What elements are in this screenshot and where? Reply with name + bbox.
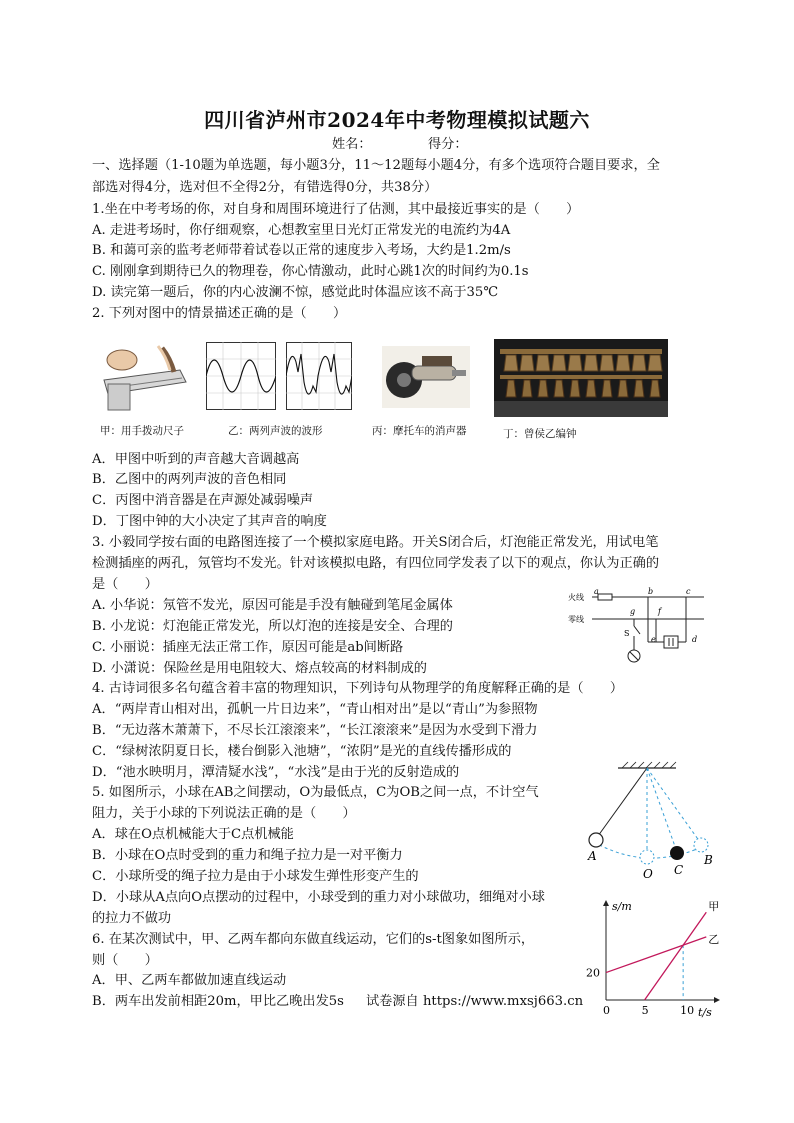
bell-shape [618,380,628,397]
bell-shape [520,355,534,371]
circuit-label-e: e [651,635,656,644]
figure-bells [494,339,668,417]
chart-ylabel: s/m [612,900,632,913]
circuit-label-b: b [648,587,654,596]
circuit-diagram [568,586,708,682]
bell-shape [632,355,646,371]
bell-shape [584,355,598,371]
chart-xlabel: t/s [698,1006,712,1019]
q2-option-c: C．丙图中消音器是在声源处减弱噪声 [92,493,314,508]
circuit-neutral-label: 零线 [568,615,584,624]
st-chart [582,898,722,1020]
chart-x-tick-label: 10 [680,1004,695,1017]
q2-option-d: D．丁图中钟的大小决定了其声音的响度 [92,514,327,529]
q4-option-d: D．“池水映明月，潭清疑水浅”，“水浅”是由于光的反射造成的 [92,765,460,780]
chart-series-line [606,937,706,973]
bell-shape [538,380,548,397]
page-title: 四川省泸州市2024年中考物理模拟试题六 [204,108,590,132]
q4-option-a: A．“两岸青山相对出，孤帆一片日边来”，“青山相对出”是以“青山”为参照物 [92,702,538,717]
q3-option-a: A. 小华说：氖管不发光，原因可能是手没有触碰到笔尾金属体 [92,598,453,613]
q1-option-a: A. 走进考场时，你仔细观察，心想教室里日光灯正常发光的电流约为4A [92,223,511,238]
figure-wave-b [286,342,352,410]
q6-watermark: 试卷源自 https://www.mxsj663.cn [366,994,584,1009]
q5-option-d-line1: D．小球从A点向O点摆动的过程中，小球受到的重力对小球做功，细绳对小球 [92,890,545,905]
q2-option-a: A．甲图中听到的声音越大音调越高 [92,452,300,467]
q6-stem-line1: 6. 在某次测试中，甲、乙两车都向东做直线运动，它们的s-t图象如图所示， [92,932,535,947]
caption-ding: 丁：曾侯乙编钟 [503,428,577,440]
bell-shape [586,380,596,397]
q6-option-b: B．两车出发前相距20m，甲比乙晚出发5s [92,994,344,1009]
pendulum-label-c: C [674,863,684,877]
q2-stem: 2. 下列对图中的情景描述正确的是（ ） [92,306,347,321]
q5-option-a: A．球在O点机械能大于C点机械能 [92,827,294,842]
bell-shape [602,380,612,397]
q3-stem-line3: 是（ ） [92,577,158,592]
caption-bing: 丙：摩托车的消声器 [372,425,467,437]
chart-series-label: 乙 [708,932,720,946]
bell-shape [600,355,614,371]
q4-stem: 4. 古诗词很多名句蕴含着丰富的物理知识，下列诗句从物理学的角度解释正确的是（ ） [92,681,624,696]
pendulum-label-a: A [588,849,597,863]
chart-series-label: 甲 [708,900,720,914]
bell-shape [554,380,564,397]
figure-muffler [382,346,470,408]
circuit-label-s: S [624,629,630,638]
q3-stem-line1: 3. 小毅同学按右面的电路图连接了一个模拟家庭电路。开关S闭合后，灯泡能正常发光，用试电笔 [92,535,659,550]
bell-shape [648,355,662,371]
name-label: 姓名： [332,137,372,152]
bell-shape [504,355,518,371]
q4-option-b: B．“无边落木萧萧下，不尽长江滚滚来”，“长江滚滚来”是因为水受到下滑力 [92,723,538,738]
caption-yi: 乙：两列声波的波形 [228,425,323,437]
section1-line1: 一、选择题（1-10题为单选题，每小题3分，11～12题每小题4分，有多个选项符合题目要求，全 [92,158,660,173]
q5-stem-line2: 阻力，关于小球的下列说法正确的是（ ） [92,806,356,821]
circuit-label-c: c [686,587,691,596]
q3-stem-line2: 检测插座的两孔，氖管均不发光。针对该模拟电路，有四位同学发表了以下的观点，你认为正确的 [92,556,660,571]
q1-option-d: D. 读完第一题后，你的内心波澜不惊，感觉此时体温应该不高于35℃ [92,285,499,300]
bell-shape [570,380,580,397]
bell-shape [568,355,582,371]
pendulum-diagram [580,760,720,882]
score-label: 得分： [428,137,468,152]
bell-shape [522,380,532,397]
bell-shape [552,355,566,371]
circuit-label-f: f [658,607,661,616]
bell-shape [506,380,516,397]
circuit-label-d: d [692,635,698,644]
figure-hand-ruler [100,342,194,412]
q5-option-b: B．小球在O点时受到的重力和绳子拉力是一对平衡力 [92,848,403,863]
q1-option-b: B. 和蔼可亲的监考老师带着试卷以正常的速度步入考场，大约是1.2m/s [92,243,511,258]
q2-option-b: B．乙图中的两列声波的音色相同 [92,472,287,487]
bell-shape [536,355,550,371]
circuit-label-g: g [630,607,636,616]
chart-x-tick-label: 0 [603,1004,610,1017]
section1-line2: 部选对得4分，选对但不全得2分，有错选得0分，共38分） [92,180,438,195]
bell-shape [650,380,660,397]
circuit-label-a: a [594,587,599,596]
q5-option-c: C．小球所受的绳子拉力是由于小球发生弹性形变产生的 [92,869,419,884]
q3-option-c: C. 小丽说：插座无法正常工作，原因可能是ab间断路 [92,640,404,655]
circuit-live-label: 火线 [568,593,584,602]
pendulum-label-b: B [704,853,713,867]
q6-stem-line2: 则（ ） [92,953,158,968]
q1-option-c: C. 刚刚拿到期待已久的物理卷，你心情激动，此时心跳1次的时间约为0.1s [92,264,529,279]
figure-wave-a [206,342,276,410]
q3-option-d: D. 小潇说：保险丝是用电阻较大、熔点较高的材料制成的 [92,661,427,676]
chart-y-tick-label: 20 [586,966,600,980]
q5-option-d-line2: 的拉力不做功 [92,911,172,926]
bell-shape [616,355,630,371]
chart-x-tick-label: 5 [641,1004,649,1017]
bell-shape [634,380,644,397]
q1-stem: 1.坐在中考考场的你，对自身和周围环境进行了估测，其中最接近事实的是（ ） [92,202,580,217]
q5-stem-line1: 5. 如图所示，小球在AB之间摆动，O为最低点，C为OB之间一点，不计空气 [92,785,539,800]
caption-jia: 甲：用手拨动尺子 [100,425,184,437]
q4-option-c: C．“绿树浓阴夏日长，楼台倒影入池塘”，“浓阴”是光的直线传播形成的 [92,744,512,759]
q3-option-b: B. 小龙说：灯泡能正常发光，所以灯泡的连接是安全、合理的 [92,619,453,634]
pendulum-label-o: O [643,867,653,881]
q6-option-a: A．甲、乙两车都做加速直线运动 [92,973,287,988]
